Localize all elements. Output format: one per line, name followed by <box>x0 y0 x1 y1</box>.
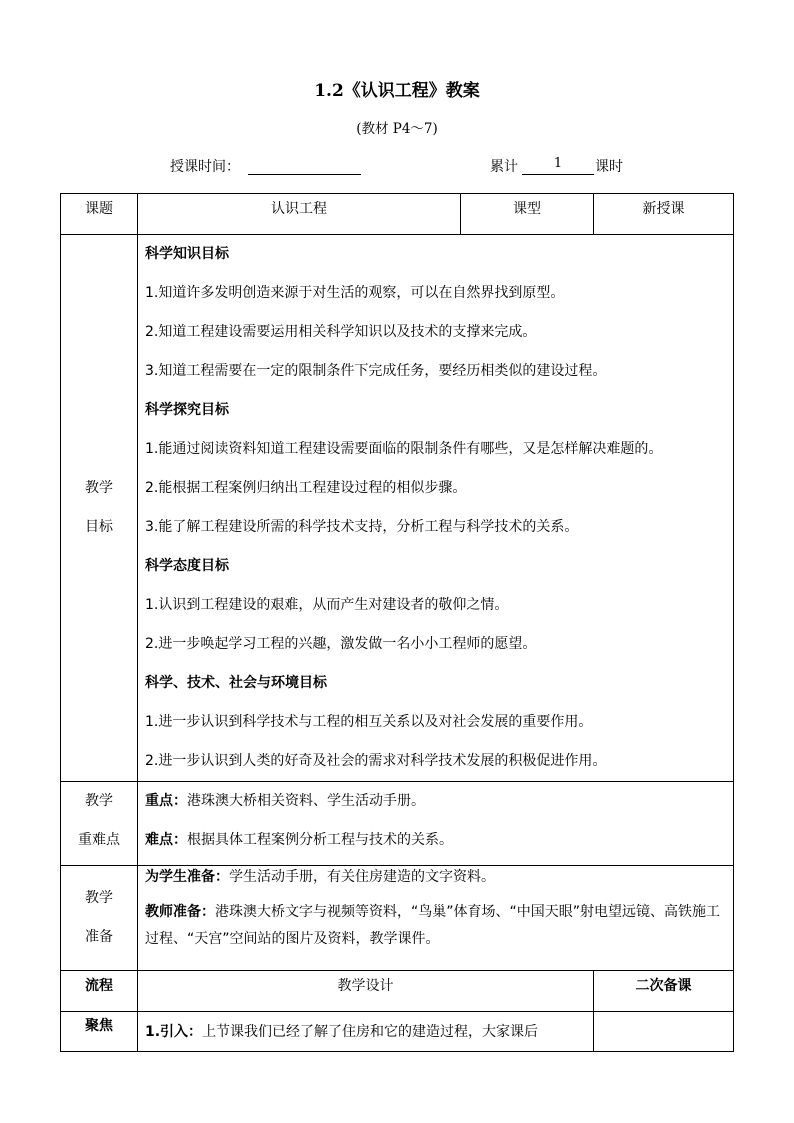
student-prep-label: 为学生准备： <box>145 869 229 885</box>
attitude-item-1: 1.认识到工程建设的艰难，从而产生对建设者的敬仰之情。 <box>145 597 509 613</box>
schedule-line <box>0 156 794 178</box>
goals-label <box>61 235 138 782</box>
difficult-point <box>145 821 731 860</box>
difficult-label: 难点： <box>145 832 187 848</box>
sts-heading: 科学、技术、社会与环境目标 <box>145 675 327 691</box>
knowledge-item-2: 2.知道工程建设需要运用相关科学知识以及技术的支撑来完成。 <box>145 324 537 340</box>
key-label: 重点： <box>145 793 187 809</box>
sts-item-2: 2.进一步认识到人类的好奇及社会的需求对科学技术发展的积极促进作用。 <box>145 753 607 769</box>
goals-content <box>138 235 734 782</box>
step-text: 上节课我们已经了解了住房和它的建造过程，大家课后 <box>202 1024 539 1040</box>
time-field[interactable] <box>248 156 361 175</box>
attitude-heading: 科学态度目标 <box>145 558 229 574</box>
difficult-text: 根据具体工程案例分析工程与技术的关系。 <box>187 832 453 848</box>
preparation-label-line1: 教学 <box>85 890 113 906</box>
secondary-header: 二次备课 <box>594 971 734 1012</box>
key-points-label-line2: 重难点 <box>78 832 120 848</box>
preparation-row <box>61 866 734 971</box>
document-title: 1.2《认识工程》教案 <box>314 81 480 101</box>
key-points-content <box>138 782 734 866</box>
key-points-label <box>61 782 138 866</box>
sts-item-1: 1.进一步认识到科学技术与工程的相互关系以及对社会发展的重要作用。 <box>145 714 593 730</box>
document-subtitle: (教材 P4～7) <box>356 121 438 137</box>
inquiry-heading: 科学探究目标 <box>145 402 229 418</box>
process-row <box>61 1012 734 1052</box>
unit-label: 课时 <box>595 159 623 175</box>
teacher-prep <box>145 899 731 953</box>
process-header-row <box>61 971 734 1012</box>
type-label: 课型 <box>461 194 594 235</box>
preparation-content <box>138 866 734 971</box>
lesson-plan-table <box>60 193 734 1052</box>
inquiry-item-1: 1.能通过阅读资料知道工程建设需要面临的限制条件有哪些，又是怎样解决难题的。 <box>145 441 663 457</box>
info-row <box>61 194 734 235</box>
teacher-prep-text: 港珠澳大桥文字与视频等资料，“鸟巢”体育场、“中国天眼”射电望远镜、高铁施工过程、“天宫”空间站的图片及资料，教学课件。 <box>145 904 721 947</box>
knowledge-heading: 科学知识目标 <box>145 246 229 262</box>
topic-value: 认识工程 <box>138 194 461 235</box>
teacher-prep-label: 教师准备： <box>145 904 215 920</box>
student-prep-text: 学生活动手册，有关住房建造的文字资料。 <box>229 869 495 885</box>
process-step <box>138 1012 594 1052</box>
step-label: 1.引入： <box>145 1024 203 1040</box>
student-prep <box>145 864 731 890</box>
flow-header: 流程 <box>61 971 138 1012</box>
knowledge-item-3: 3.知道工程需要在一定的限制条件下完成任务，要经历相类似的建设过程。 <box>145 363 607 379</box>
type-value: 新授课 <box>594 194 734 235</box>
preparation-label <box>61 866 138 971</box>
topic-label: 课题 <box>61 194 138 235</box>
goals-label-line2: 目标 <box>85 519 113 535</box>
knowledge-item-1: 1.知道许多发明创造来源于对生活的观察，可以在自然界找到原型。 <box>145 285 565 301</box>
goals-label-line1: 教学 <box>85 480 113 496</box>
key-points-row <box>61 782 734 866</box>
key-point <box>145 782 731 821</box>
preparation-label-line2: 准备 <box>85 929 113 945</box>
time-label: 授课时间： <box>170 159 240 175</box>
stage-label: 聚焦 <box>61 1012 138 1052</box>
key-text: 港珠澳大桥相关资料、学生活动手册。 <box>187 793 425 809</box>
total-label: 累计 <box>490 159 518 175</box>
design-header: 教学设计 <box>138 971 594 1012</box>
attitude-item-2: 2.进一步唤起学习工程的兴趣，激发做一名小小工程师的愿望。 <box>145 636 537 652</box>
total-field[interactable]: 1 <box>522 156 594 175</box>
inquiry-item-3: 3.能了解工程建设所需的科学技术支持，分析工程与科学技术的关系。 <box>145 519 579 535</box>
goals-row <box>61 235 734 782</box>
secondary-notes-cell <box>594 1012 734 1052</box>
key-points-label-line1: 教学 <box>85 793 113 809</box>
inquiry-item-2: 2.能根据工程案例归纳出工程建设过程的相似步骤。 <box>145 480 467 496</box>
